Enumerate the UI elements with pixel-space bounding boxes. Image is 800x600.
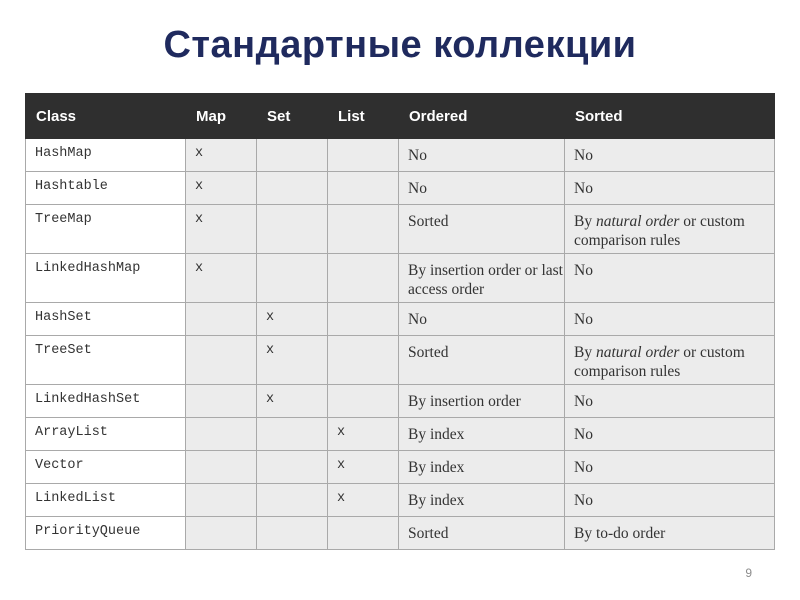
sorted-text: No [574,262,593,279]
cell-ordered: By insertion order or last access order [399,254,565,303]
cell-ordered: By index [399,484,565,517]
table-row [26,303,775,336]
table-header [26,94,775,139]
cell-class: HashMap [26,139,186,172]
table-row [26,517,775,550]
cell-sorted [565,517,775,550]
cell-list: x [328,484,399,517]
cell-ordered: Sorted [399,517,565,550]
cell-list [328,205,399,254]
header-set: Set [257,94,328,139]
sorted-text: No [574,311,593,328]
collections-table [25,93,775,550]
cell-map [186,451,257,484]
collections-table-container [25,93,774,550]
cell-list [328,517,399,550]
table-row [26,484,775,517]
cell-ordered: No [399,172,565,205]
sorted-text-rest: or custom comparison rules [574,213,745,249]
sorted-text: By to-do order [574,525,666,542]
cell-map [186,418,257,451]
sorted-text: By [574,213,596,230]
cell-ordered: By index [399,451,565,484]
table-row [26,205,775,254]
cell-class: PriorityQueue [26,517,186,550]
cell-map [186,517,257,550]
cell-sorted [565,418,775,451]
cell-list [328,385,399,418]
cell-sorted [565,385,775,418]
sorted-text: By [574,344,596,361]
page-number: 9 [745,566,752,580]
cell-set [257,172,328,205]
sorted-text: No [574,180,593,197]
header-class: Class [26,94,186,139]
cell-ordered: No [399,303,565,336]
cell-map [186,336,257,385]
cell-map [186,385,257,418]
cell-sorted [565,205,775,254]
sorted-text-emphasis: natural order [595,213,680,230]
cell-ordered: Sorted [399,336,565,385]
cell-map: x [186,254,257,303]
cell-class: LinkedList [26,484,186,517]
sorted-text: No [574,147,593,164]
cell-sorted [565,336,775,385]
cell-set [257,139,328,172]
cell-class: ArrayList [26,418,186,451]
cell-sorted [565,451,775,484]
cell-set: x [257,336,328,385]
cell-ordered: No [399,139,565,172]
cell-sorted [565,303,775,336]
cell-list: x [328,451,399,484]
cell-set [257,484,328,517]
header-ordered: Ordered [399,94,565,139]
sorted-text: No [574,426,593,443]
cell-class: LinkedHashSet [26,385,186,418]
cell-map: x [186,205,257,254]
cell-class: HashSet [26,303,186,336]
table-row [26,385,775,418]
table-body [26,139,775,550]
cell-ordered: By index [399,418,565,451]
cell-list: x [328,418,399,451]
cell-class: TreeSet [26,336,186,385]
cell-set: x [257,303,328,336]
slide-title: Стандартные коллекции [163,24,637,66]
table-row [26,451,775,484]
cell-map [186,484,257,517]
cell-sorted [565,254,775,303]
cell-list [328,254,399,303]
cell-class: Hashtable [26,172,186,205]
cell-set: x [257,385,328,418]
cell-set [257,205,328,254]
cell-class: Vector [26,451,186,484]
header-sorted: Sorted [565,94,775,139]
cell-sorted [565,172,775,205]
cell-list [328,336,399,385]
sorted-text: No [574,492,593,509]
table-row [26,172,775,205]
cell-set [257,418,328,451]
cell-set [257,254,328,303]
cell-map: x [186,139,257,172]
sorted-text: No [574,393,593,410]
header-list: List [328,94,399,139]
sorted-text-emphasis: natural order [595,344,680,361]
cell-list [328,172,399,205]
table-row [26,254,775,303]
cell-class: TreeMap [26,205,186,254]
cell-sorted [565,484,775,517]
cell-ordered: By insertion order [399,385,565,418]
table-row [26,139,775,172]
table-row [26,418,775,451]
cell-map [186,303,257,336]
cell-sorted [565,139,775,172]
cell-set [257,517,328,550]
table-header-row [26,94,775,139]
cell-map: x [186,172,257,205]
cell-set [257,451,328,484]
cell-class: LinkedHashMap [26,254,186,303]
sorted-text-rest: or custom comparison rules [574,344,745,380]
header-map: Map [186,94,257,139]
cell-ordered: Sorted [399,205,565,254]
cell-list [328,139,399,172]
table-row [26,336,775,385]
sorted-text: No [574,459,593,476]
cell-list [328,303,399,336]
